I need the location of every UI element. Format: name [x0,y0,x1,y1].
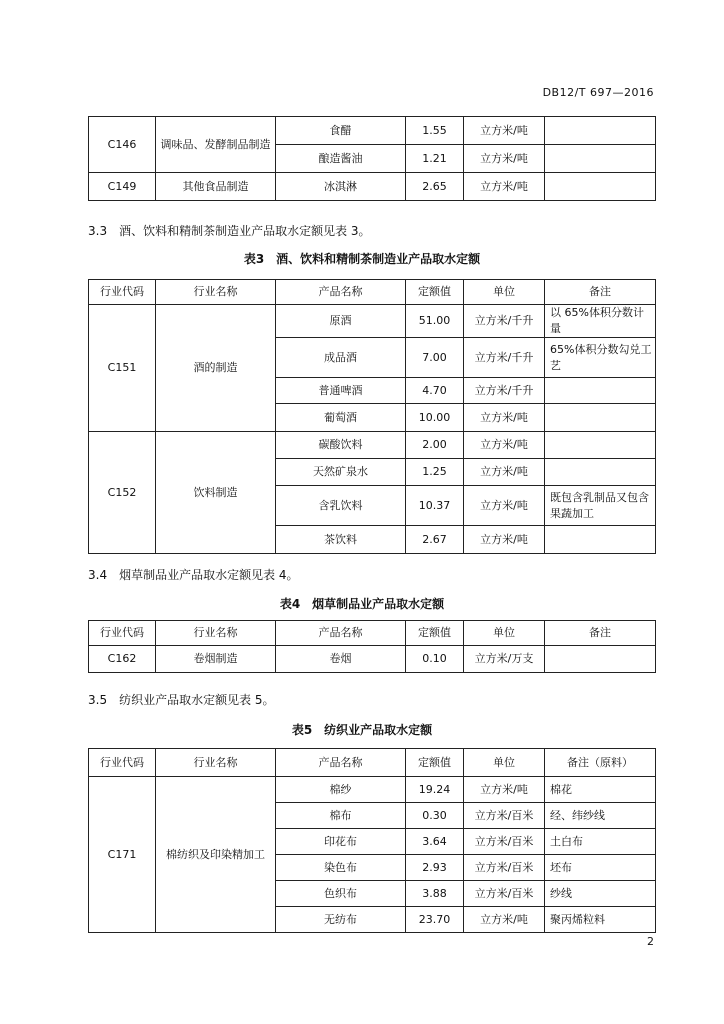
table-header-row [89,280,656,305]
column-header: 定额值 [406,280,464,305]
column-header: 行业代码 [89,621,156,646]
remark: 聚丙烯粒料 [545,907,656,933]
remark: 土白布 [545,829,656,855]
column-header: 定额值 [406,621,464,646]
quota-value: 7.00 [406,338,464,378]
column-header: 行业名称 [156,621,276,646]
column-header: 单位 [464,280,545,305]
quota-value: 10.37 [406,486,464,526]
column-header: 行业代码 [89,280,156,305]
product-name: 食醋 [276,117,406,145]
remark: 棉花 [545,777,656,803]
table-row [89,173,656,201]
product-name: 色织布 [276,881,406,907]
product-name: 无纺布 [276,907,406,933]
product-name: 卷烟 [276,646,406,673]
product-name: 成品酒 [276,338,406,378]
industry-code: C151 [89,305,156,432]
quota-value: 1.21 [406,145,464,173]
product-name: 普通啤酒 [276,378,406,404]
remark: 经、纬纱线 [545,803,656,829]
industry-code: C146 [89,117,156,173]
industry-name: 棉纺织及印染精加工 [156,777,276,933]
column-header: 产品名称 [276,280,406,305]
unit: 立方米/百米 [464,803,545,829]
unit: 立方米/百米 [464,855,545,881]
table-4 [88,620,656,673]
industry-name: 酒的制造 [156,305,276,432]
table-3 [88,279,656,554]
quota-value: 0.10 [406,646,464,673]
quota-value: 1.55 [406,117,464,145]
quota-value: 10.00 [406,404,464,432]
product-name: 茶饮料 [276,526,406,554]
remark [545,404,656,432]
unit: 立方米/千升 [464,338,545,378]
column-header: 定额值 [406,749,464,777]
remark [545,646,656,673]
industry-name: 饮料制造 [156,432,276,554]
quota-value: 3.88 [406,881,464,907]
product-name: 碳酸饮料 [276,432,406,459]
unit: 立方米/吨 [464,486,545,526]
remark [545,459,656,486]
column-header: 单位 [464,621,545,646]
product-name: 原酒 [276,305,406,338]
table-row [89,117,656,145]
table-caption: 表3 酒、饮料和精制茶制造业产品取水定额 [243,252,481,266]
product-name: 冰淇淋 [276,173,406,201]
unit: 立方米/百米 [464,829,545,855]
industry-name: 卷烟制造 [156,646,276,673]
quota-value: 51.00 [406,305,464,338]
column-header: 备注（原料） [545,749,656,777]
quota-value: 3.64 [406,829,464,855]
column-header: 单位 [464,749,545,777]
page-number: 2 [647,935,654,948]
table-row [89,777,656,803]
column-header: 产品名称 [276,621,406,646]
remark: 65%体积分数勾兑工艺 [545,338,656,378]
section-heading: 3.4 烟草制品业产品取水定额见表 4。 [88,568,299,582]
product-name: 染色布 [276,855,406,881]
industry-name: 其他食品制造 [156,173,276,201]
product-name: 印花布 [276,829,406,855]
column-header: 备注 [545,280,656,305]
unit: 立方米/吨 [464,145,545,173]
product-name: 含乳饮料 [276,486,406,526]
column-header: 行业名称 [156,280,276,305]
industry-code: C149 [89,173,156,201]
industry-code: C162 [89,646,156,673]
document-code: DB12/T 697—2016 [542,86,654,99]
table-row [89,432,656,459]
table-food-continued [88,116,656,201]
product-name: 葡萄酒 [276,404,406,432]
table-header-row [89,749,656,777]
quota-value: 2.65 [406,173,464,201]
quota-value: 0.30 [406,803,464,829]
unit: 立方米/吨 [464,117,545,145]
table-caption: 表4 烟草制品业产品取水定额 [279,597,445,611]
quota-value: 2.93 [406,855,464,881]
remark [545,173,656,201]
remark [545,378,656,404]
table-row [89,646,656,673]
unit: 立方米/吨 [464,432,545,459]
unit: 立方米/千升 [464,305,545,338]
remark: 既包含乳制品又包含果蔬加工 [545,486,656,526]
section-heading: 3.3 酒、饮料和精制茶制造业产品取水定额见表 3。 [88,224,371,238]
product-name: 棉布 [276,803,406,829]
quota-value: 19.24 [406,777,464,803]
unit: 立方米/千升 [464,378,545,404]
quota-value: 1.25 [406,459,464,486]
unit: 立方米/百米 [464,881,545,907]
product-name: 酿造酱油 [276,145,406,173]
unit: 立方米/万支 [464,646,545,673]
remark [545,432,656,459]
unit: 立方米/吨 [464,777,545,803]
column-header: 行业代码 [89,749,156,777]
table-caption: 表5 纺织业产品取水定额 [291,723,433,737]
product-name: 天然矿泉水 [276,459,406,486]
quota-value: 2.00 [406,432,464,459]
remark: 以 65%体积分数计量 [545,305,656,338]
unit: 立方米/吨 [464,173,545,201]
industry-name: 调味品、发酵制品制造 [156,117,276,173]
section-heading: 3.5 纺织业产品取水定额见表 5。 [88,693,275,707]
remark [545,145,656,173]
remark: 纱线 [545,881,656,907]
table-5 [88,748,656,933]
product-name: 棉纱 [276,777,406,803]
table-header-row [89,621,656,646]
remark: 坯布 [545,855,656,881]
unit: 立方米/吨 [464,459,545,486]
column-header: 行业名称 [156,749,276,777]
column-header: 备注 [545,621,656,646]
quota-value: 4.70 [406,378,464,404]
remark [545,117,656,145]
quota-value: 2.67 [406,526,464,554]
remark [545,526,656,554]
industry-code: C171 [89,777,156,933]
unit: 立方米/吨 [464,404,545,432]
quota-value: 23.70 [406,907,464,933]
unit: 立方米/吨 [464,907,545,933]
unit: 立方米/吨 [464,526,545,554]
industry-code: C152 [89,432,156,554]
column-header: 产品名称 [276,749,406,777]
table-row [89,305,656,338]
